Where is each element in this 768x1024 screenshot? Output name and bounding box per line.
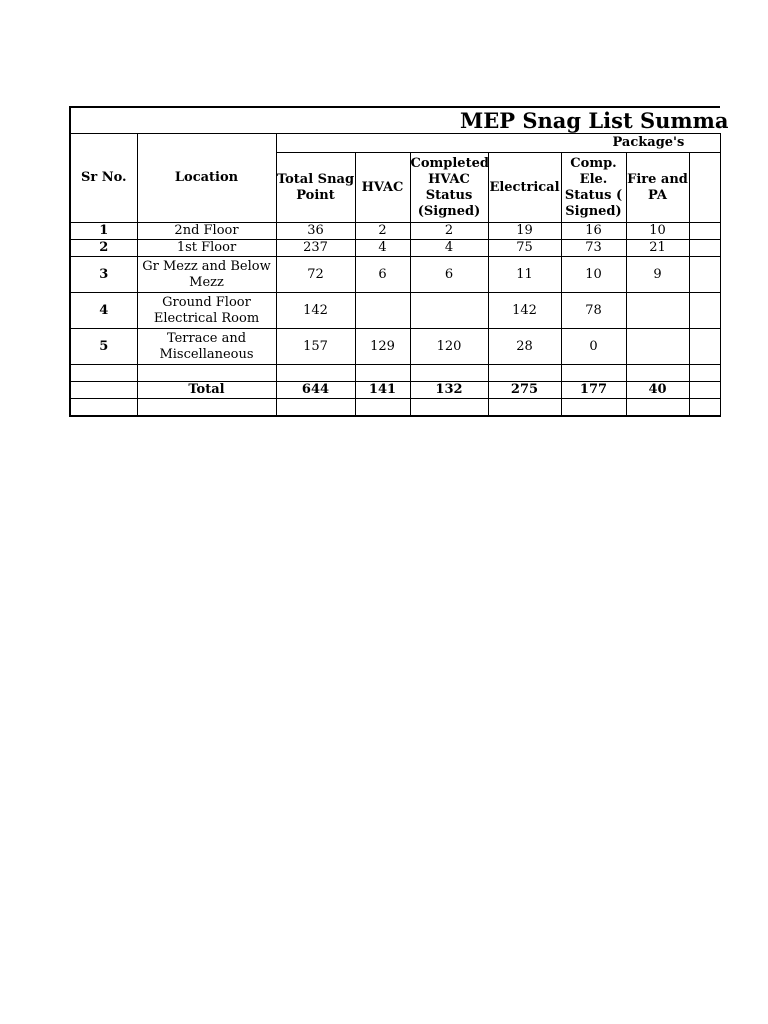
total-hvac: 141 [355, 382, 410, 399]
snag-list-sheet [69, 106, 729, 417]
cell-hvac-status [410, 293, 488, 329]
cell-hvac-status: 4 [410, 240, 488, 257]
cell-electrical: 11 [488, 257, 561, 293]
cell-sr: 4 [70, 293, 137, 329]
snag-summary-table [69, 106, 729, 417]
cell-location: Gr Mezz and Below Mezz [137, 257, 276, 293]
empty-cell [561, 399, 626, 416]
table-row [70, 257, 720, 293]
empty-cell [488, 365, 561, 382]
cell-hvac-status: 2 [410, 223, 488, 240]
empty-cell [410, 365, 488, 382]
empty-cell [488, 399, 561, 416]
cell-hvac [355, 293, 410, 329]
cell-location: 1st Floor [137, 240, 276, 257]
table-row [70, 293, 720, 329]
empty-cell [276, 399, 355, 416]
empty-cell [561, 365, 626, 382]
empty-cell [137, 365, 276, 382]
total-electrical: 275 [488, 382, 561, 399]
cell-fire-pa: 10 [626, 223, 689, 240]
cell-fire-pa [626, 329, 689, 365]
cell-location: Ground Floor Electrical Room [137, 293, 276, 329]
cell-electrical: 28 [488, 329, 561, 365]
cell-total: 36 [276, 223, 355, 240]
total-label: Total [137, 382, 276, 399]
col-header-total-snag-point: Total Snag Point [276, 153, 355, 223]
col-header-cut-off [689, 153, 720, 223]
col-header-electrical: Electrical [488, 153, 561, 223]
empty-cell [689, 365, 720, 382]
cell-sr: 5 [70, 329, 137, 365]
empty-cell [626, 399, 689, 416]
cell-ele-status: 16 [561, 223, 626, 240]
cell-hvac: 2 [355, 223, 410, 240]
empty-cell [410, 399, 488, 416]
empty-cell [689, 399, 720, 416]
cell-total: 142 [276, 293, 355, 329]
cell-total: 237 [276, 240, 355, 257]
cell-cut-off [689, 257, 720, 293]
sheet-title: MEP Snag List Summa [70, 107, 720, 134]
cell-hvac-status: 120 [410, 329, 488, 365]
table-row [70, 240, 720, 257]
col-header-sr-no: Sr No. [70, 134, 137, 223]
cell-ele-status: 0 [561, 329, 626, 365]
empty-cell [137, 399, 276, 416]
col-header-completed-hvac-status: Completed HVAC Status (Signed) [410, 153, 488, 223]
cell-cut-off [689, 240, 720, 257]
empty-cell [70, 365, 137, 382]
cell-fire-pa [626, 293, 689, 329]
empty-row [70, 365, 720, 382]
cell-electrical: 75 [488, 240, 561, 257]
total-hvac-status: 132 [410, 382, 488, 399]
cell-sr: 3 [70, 257, 137, 293]
empty-row [70, 399, 720, 416]
col-header-location: Location [137, 134, 276, 223]
total-snag-points: 644 [276, 382, 355, 399]
cell-cut-off [689, 293, 720, 329]
cell-electrical: 19 [488, 223, 561, 240]
empty-cell [626, 365, 689, 382]
empty-cell [70, 399, 137, 416]
col-header-fire-and-pa: Fire and PA [626, 153, 689, 223]
col-header-comp-ele-status: Comp. Ele. Status ( Signed) [561, 153, 626, 223]
cell-sr: 1 [70, 223, 137, 240]
total-fire-pa: 40 [626, 382, 689, 399]
cell-fire-pa: 21 [626, 240, 689, 257]
empty-cell [689, 382, 720, 399]
cell-fire-pa: 9 [626, 257, 689, 293]
total-row [70, 382, 720, 399]
cell-total: 72 [276, 257, 355, 293]
cell-sr: 2 [70, 240, 137, 257]
cell-cut-off [689, 329, 720, 365]
cell-ele-status: 73 [561, 240, 626, 257]
empty-cell [355, 399, 410, 416]
col-header-hvac: HVAC [355, 153, 410, 223]
table-row [70, 223, 720, 240]
empty-cell [355, 365, 410, 382]
cell-hvac-status: 6 [410, 257, 488, 293]
cell-ele-status: 78 [561, 293, 626, 329]
cell-electrical: 142 [488, 293, 561, 329]
cell-cut-off [689, 223, 720, 240]
cell-hvac: 4 [355, 240, 410, 257]
packages-header: Package's [276, 134, 720, 153]
cell-ele-status: 10 [561, 257, 626, 293]
table-row [70, 329, 720, 365]
cell-location: Terrace and Miscellaneous [137, 329, 276, 365]
total-ele-status: 177 [561, 382, 626, 399]
empty-cell [276, 365, 355, 382]
cell-hvac: 129 [355, 329, 410, 365]
cell-location: 2nd Floor [137, 223, 276, 240]
cell-hvac: 6 [355, 257, 410, 293]
cell-total: 157 [276, 329, 355, 365]
empty-cell [70, 382, 137, 399]
